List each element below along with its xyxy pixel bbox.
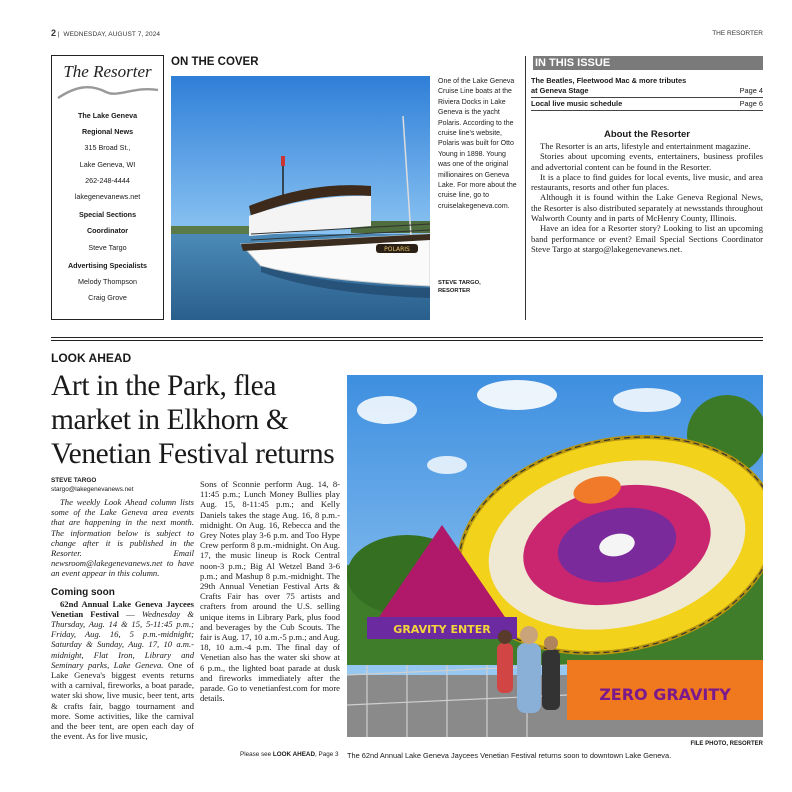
event-name: 62nd Annual Lake Geneva Jaycees Venetian Festival xyxy=(51,598,194,619)
role-title-ads: Advertising Specialists xyxy=(67,260,148,270)
yacht-illustration xyxy=(171,76,430,320)
cover-photo xyxy=(171,76,430,320)
yacht-name: POLARIS xyxy=(384,246,410,253)
page-folio xyxy=(51,28,763,40)
cover-credit-line-1: STEVE TARGO, xyxy=(438,280,481,286)
column-rule xyxy=(525,56,526,320)
issue-date: WEDNESDAY, AUGUST 7, 2024 xyxy=(63,31,161,38)
event-dates: Wednesday & Thursday, Aug. 14 & 15, 5-11:45 p.m.; Friday, Aug. 16, 5 p.m.-midnight; Saturday & Sunday, Aug. 17, 10 a.m.-midnight, Flat Iron, Library and Seminary parks, Lake Geneva. xyxy=(51,608,194,670)
issue-item[interactable] xyxy=(531,76,763,98)
publication-name: THE RESORTER xyxy=(712,30,763,37)
about-paragraph: Stories about upcoming events, entertainers, business profiles and advertorial content can be found in the Resorter. xyxy=(531,151,763,172)
ad-specialist-2: Craig Grove xyxy=(88,293,127,303)
carnival-ride-illustration xyxy=(347,375,763,737)
article-column-2: Sons of Sconnie perform Aug. 14, 8-11:45 p.m.; Lunch Money Bullies play Aug. 15, 8-11:45 p.m.; and Kelly Daniels takes the stage Aug. 16, 8 p.m.-midnight. On Aug. 16, Rebecca and the Grey Notes play 3-6 p.m. and Too Hype Crew perform 8 p.m.-midnight. On Aug. 17, the music lineup is Rock Central noon-3 p.m.; Big Al Wetzel Band 3-6 p.m.; and Mashup 8 p.m.-midnight. The 29th Annual Venetian Festival Arts & Crafts Fair has over 75 artists and crafters from around the U.S. selling unique items in Library Park, plus food and beverages by the Cub Scouts. The fair is Aug. 17, 10 a.m.-5 p.m.; and Aug. 18, 10 a.m.-4 p.m. The final day of Venetian also has the water ski show at 6 p.m., the lighted boat parade at dusk and fireworks immediately after the parade. Go to venetianfest.com for more details. xyxy=(200,479,340,704)
website: lakegenevanews.net xyxy=(74,192,141,202)
page-number: 2 xyxy=(51,28,57,38)
festival-photo xyxy=(347,375,763,737)
event-dash: — xyxy=(118,608,142,619)
about-paragraph: Have an idea for a Resorter story? Looking to list an upcoming band performance or event? Email Special Sections Coordinator Steve Targo at stargo@lakegenevanews.net. xyxy=(531,223,763,254)
jump-prefix: Please see xyxy=(240,751,273,758)
jump-target: LOOK AHEAD xyxy=(272,751,316,758)
ride-sign: ZERO GRAVITY xyxy=(599,685,731,704)
role-name: Steve Targo xyxy=(88,242,127,252)
about-paragraph: The Resorter is an arts, lifestyle and entertainment magazine. xyxy=(540,141,751,151)
jump-line[interactable] xyxy=(240,751,338,758)
about-paragraph: It is a place to find guides for local events, live music, and area restaurants, resorts and other fun places. xyxy=(531,171,763,193)
in-this-issue-heading: IN THIS ISSUE xyxy=(533,56,763,70)
role-title-line-1: Special Sections xyxy=(78,210,137,220)
tent-sign: GRAVITY ENTER xyxy=(393,623,491,636)
cover-caption: One of the Lake Geneva Cruise Line boats at the Riviera Docks in Lake Geneva is the yacht Polaris. According to the cruise line's website, Polaris was built for Otto Young in 1898. Young was one of the original millionaires on Geneva Lake. For more about the cruise line, go to cruiselakegeneva.com. xyxy=(438,78,517,210)
event-entry xyxy=(51,599,194,742)
issue-item-title: Local live music schedule xyxy=(531,99,623,108)
issue-list xyxy=(531,76,763,112)
publisher-line-2: Regional News xyxy=(81,127,134,137)
publisher-line-1: The Lake Geneva xyxy=(77,111,138,120)
address-line-2: Lake Geneva, WI xyxy=(79,159,136,169)
issue-item-title-line-1: The Beatles, Fleetwood Mac & more tributes xyxy=(531,76,687,85)
jump-page: , Page 3 xyxy=(315,751,339,758)
address-line-1: 315 Broad St., xyxy=(84,143,131,153)
resorter-logo: The Resorter xyxy=(63,62,152,81)
masthead-box xyxy=(51,55,164,320)
subhead-coming-soon: Coming soon xyxy=(51,586,115,598)
about-paragraph: Although it is found within the Lake Geneva Regional News, the Resorter is also distributed separately at newsstands throughout Walworth County and in parts of McHenry County, Illinois. xyxy=(531,192,763,224)
author-name: STEVE TARGO xyxy=(51,477,97,484)
cover-credit-line-2: RESORTER xyxy=(438,288,471,294)
byline xyxy=(51,476,134,494)
issue-item-page: Page 4 xyxy=(739,86,763,95)
section-kicker: LOOK AHEAD xyxy=(51,351,132,365)
article-column-1 xyxy=(51,497,194,741)
issue-item[interactable] xyxy=(531,99,763,111)
folio-separator: | xyxy=(57,31,60,38)
wave-icon xyxy=(56,82,160,102)
issue-item-title-line-2: at Geneva Stage xyxy=(531,86,589,95)
about-body xyxy=(531,141,763,254)
photo-caption: The 62nd Annual Lake Geneva Jaycees Venetian Festival returns soon to downtown Lake Geneva. xyxy=(347,751,672,760)
author-email: stargo@lakegenevanews.net xyxy=(51,486,134,493)
section-divider xyxy=(51,340,763,341)
cover-heading: ON THE COVER xyxy=(171,56,259,68)
section-divider xyxy=(51,337,763,338)
event-body: One of Lake Geneva's biggest events returns with a carnival, fireworks, a boat parade, water ski show, live music, beer tent, arts & crafts fair, baggo tournament and more. Some activities, like the carnival and the beer tent, are open each day of the event. As for live music, xyxy=(51,659,194,742)
ad-specialist-1: Melody Thompson xyxy=(78,277,137,287)
article-intro: The weekly Look Ahead column lists some of the Lake Geneva area events that are happening in the next month. The information below is subject to change after it is published in the Resorter. Email newsroom@lakegenevanews.net to have an event appear in this column. xyxy=(51,497,194,579)
role-title-line-2: Coordinator xyxy=(86,226,129,236)
about-heading: About the Resorter xyxy=(603,129,691,140)
photo-credit: FILE PHOTO, RESORTER xyxy=(690,741,763,747)
article-headline: Art in the Park, flea market in Elkhorn & Venetian Festival returns xyxy=(51,370,335,470)
issue-item-page: Page 6 xyxy=(739,99,763,108)
phone-number: 262-248-4444 xyxy=(85,175,130,185)
cover-photo-credit xyxy=(438,279,520,295)
